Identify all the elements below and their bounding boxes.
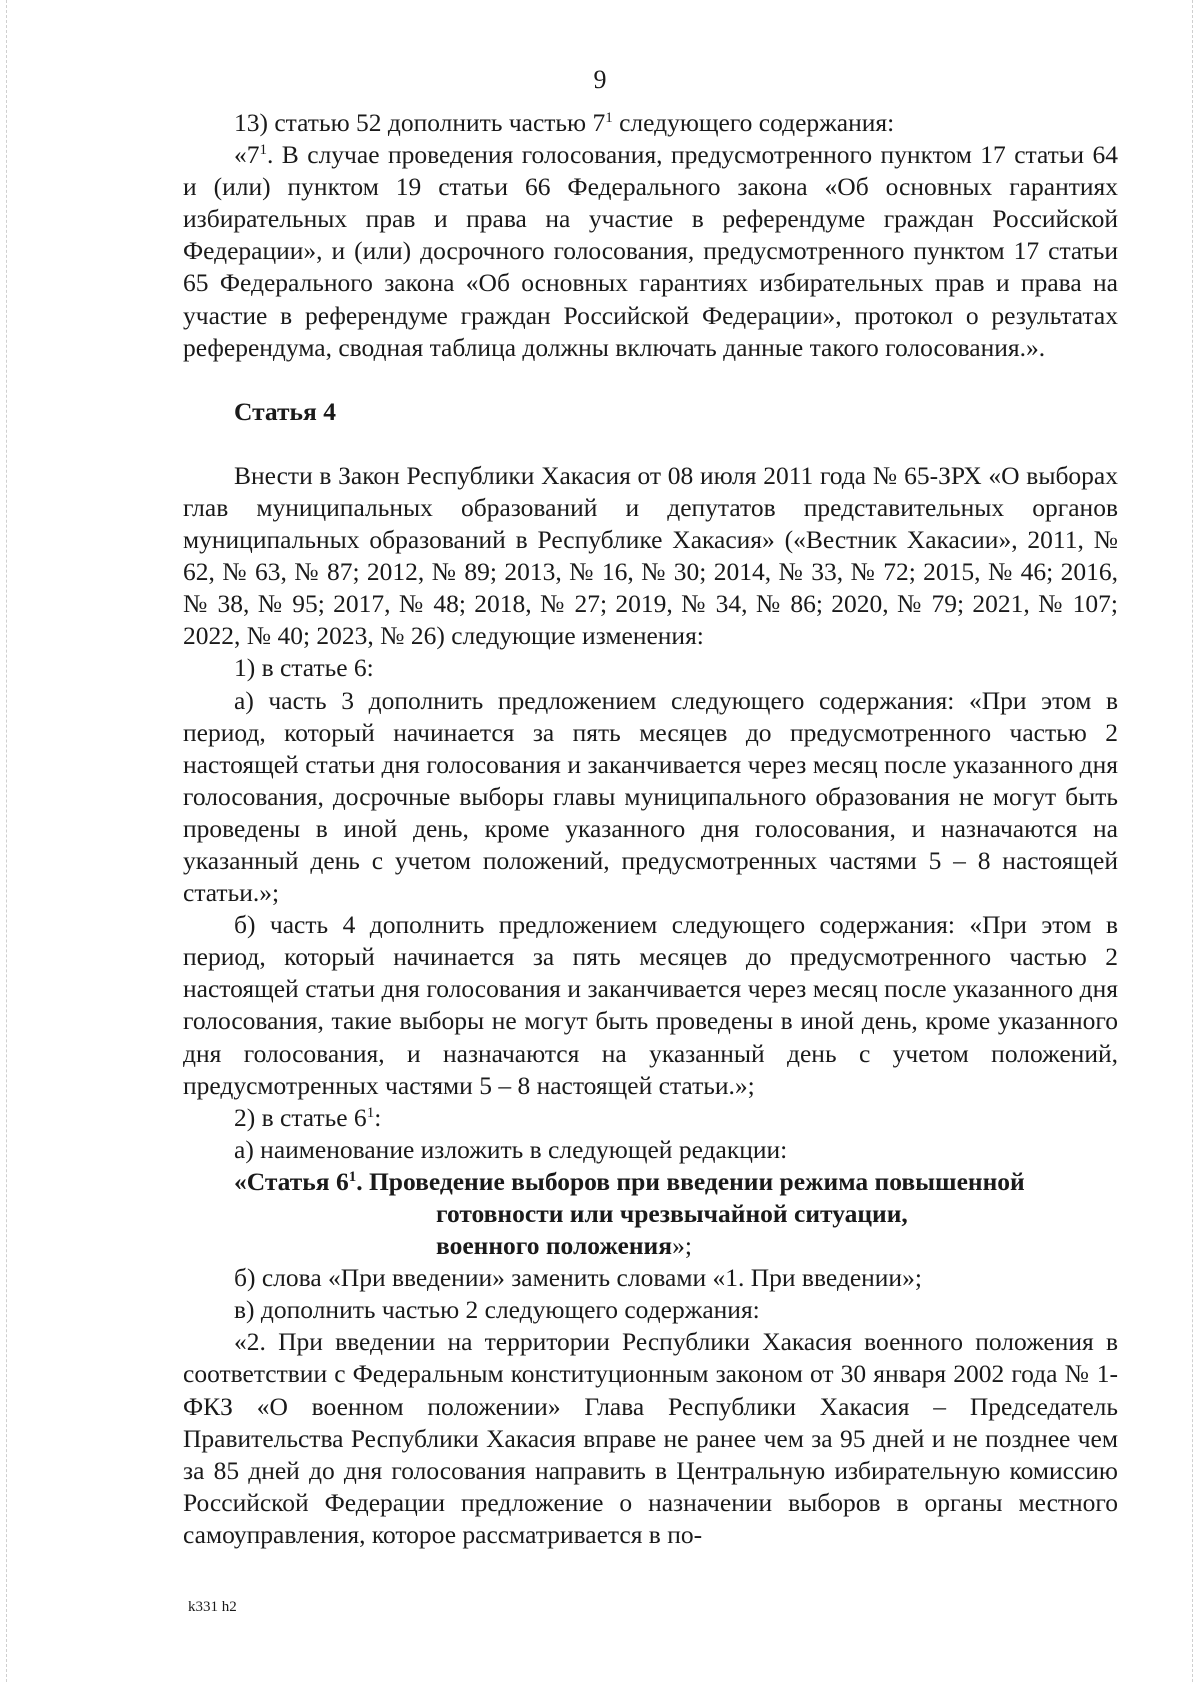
paragraph-item-1: 1) в статье 6: (234, 653, 374, 683)
paragraph-item-1a: а) часть 3 дополнить предложением следующего содержания: «При этом в период, который начинается за пять месяцев до предусмотренного частью 2 настоящей статьи дня голосования и заканчивается через месяц после указанного дня голосования, досрочные выборы главы муниципального образования не могут быть проведены в иной день, кроме указанного дня голосования, и назначаются на указанный день с учетом положений, предусмотренных частями 5 – 8 настоящей статьи.»; (183, 685, 1118, 908)
paragraph-item-2b: б) слова «При введении» заменить словами «1. При введении»; (234, 1263, 922, 1293)
paragraph-item-2a: а) наименование изложить в следующей редакции: (234, 1134, 788, 1164)
page-number: 9 (593, 65, 607, 94)
document-body (183, 107, 1118, 1551)
paragraph-item-2v-text: «2. При введении на территории Республики Хакасия военного положения в соответствии с Федеральным конституционным законом от 30 января 2002 года № 1-ФКЗ «О военном положении» Глава Республики Хакасия – Председатель Правительства Республики Хакасия вправе не ранее чем за 95 дней и не позднее чем за 85 дней до дня голосования направить в Центральную избирательную комиссию Российской Федерации предложение о назначении выборов в органы местного самоуправления, которое рассматривается в по- (183, 1327, 1118, 1549)
footer-code: k331 h2 (188, 1599, 237, 1615)
scan-edge-left (6, 0, 8, 1682)
paragraph-item-2v: в) дополнить частью 2 следующего содержания: (234, 1295, 760, 1325)
title-line-2: готовности или чрезвычайной ситуации, (436, 1199, 908, 1228)
paragraph-item-13: 13) статью 52 дополнить частью $7^1$ следующего содержания: (234, 108, 895, 137)
paragraph-intro: Внести в Закон Республики Хакасия от 08 июля 2011 года № 65-ЗРХ «О выборах глав муниципальных образований и депутатов представительных органов муниципальных образований в Республике Хакасия» («Вестник Хакасии», 2011, № 62, № 63, № 87; 2012, № 89; 2013, № 16, № 30; 2014, № 33, № 72; 2015, № 46; 2016, № 38, № 95; 2017, № 48; 2018, № 27; 2019, № 34, № 86; 2020, № 79; 2021, № 107; 2022, № 40; 2023, № 26) следующие изменения: (183, 460, 1118, 651)
title-line-1: «Статья $6^1$. Проведение выборов при введении режима повышенной (234, 1166, 1025, 1196)
paragraph-part-7-1: «$7^1$. В случае проведения голосования, предусмотренного пунктом 17 статьи 64 и (или) пунктом 19 статьи 66 Федерального закона «Об основных гарантиях избирательных прав и права на участие в референдуме граждан Российской Федерации», и (или) досрочного голосования, предусмотренного пунктом 17 статьи 65 Федерального закона «Об основных гарантиях избирательных прав и права на участие в референдуме граждан Российской Федерации», протокол о результатах референдума, сводная таблица должны включать данные такого голосования.». (183, 140, 1118, 362)
title-line-3: военного положения»; (436, 1231, 692, 1261)
article-6-1-title (183, 1166, 1118, 1262)
paragraph-item-2: 2) в статье $6^1$: (234, 1102, 382, 1132)
paragraph-item-1b: б) часть 4 дополнить предложением следующего содержания: «При этом в период, который начинается за пять месяцев до предусмотренного частью 2 настоящей статьи дня голосования и заканчивается через месяц после указанного дня голосования, такие выборы не могут быть проведены в иной день, кроме указанного дня голосования, и назначаются на указанный день с учетом положений, предусмотренных частями 5 – 8 настоящей статьи.»; (183, 910, 1118, 1100)
article-4-heading: Статья 4 (234, 396, 336, 426)
scan-edge-right (1192, 0, 1194, 1682)
